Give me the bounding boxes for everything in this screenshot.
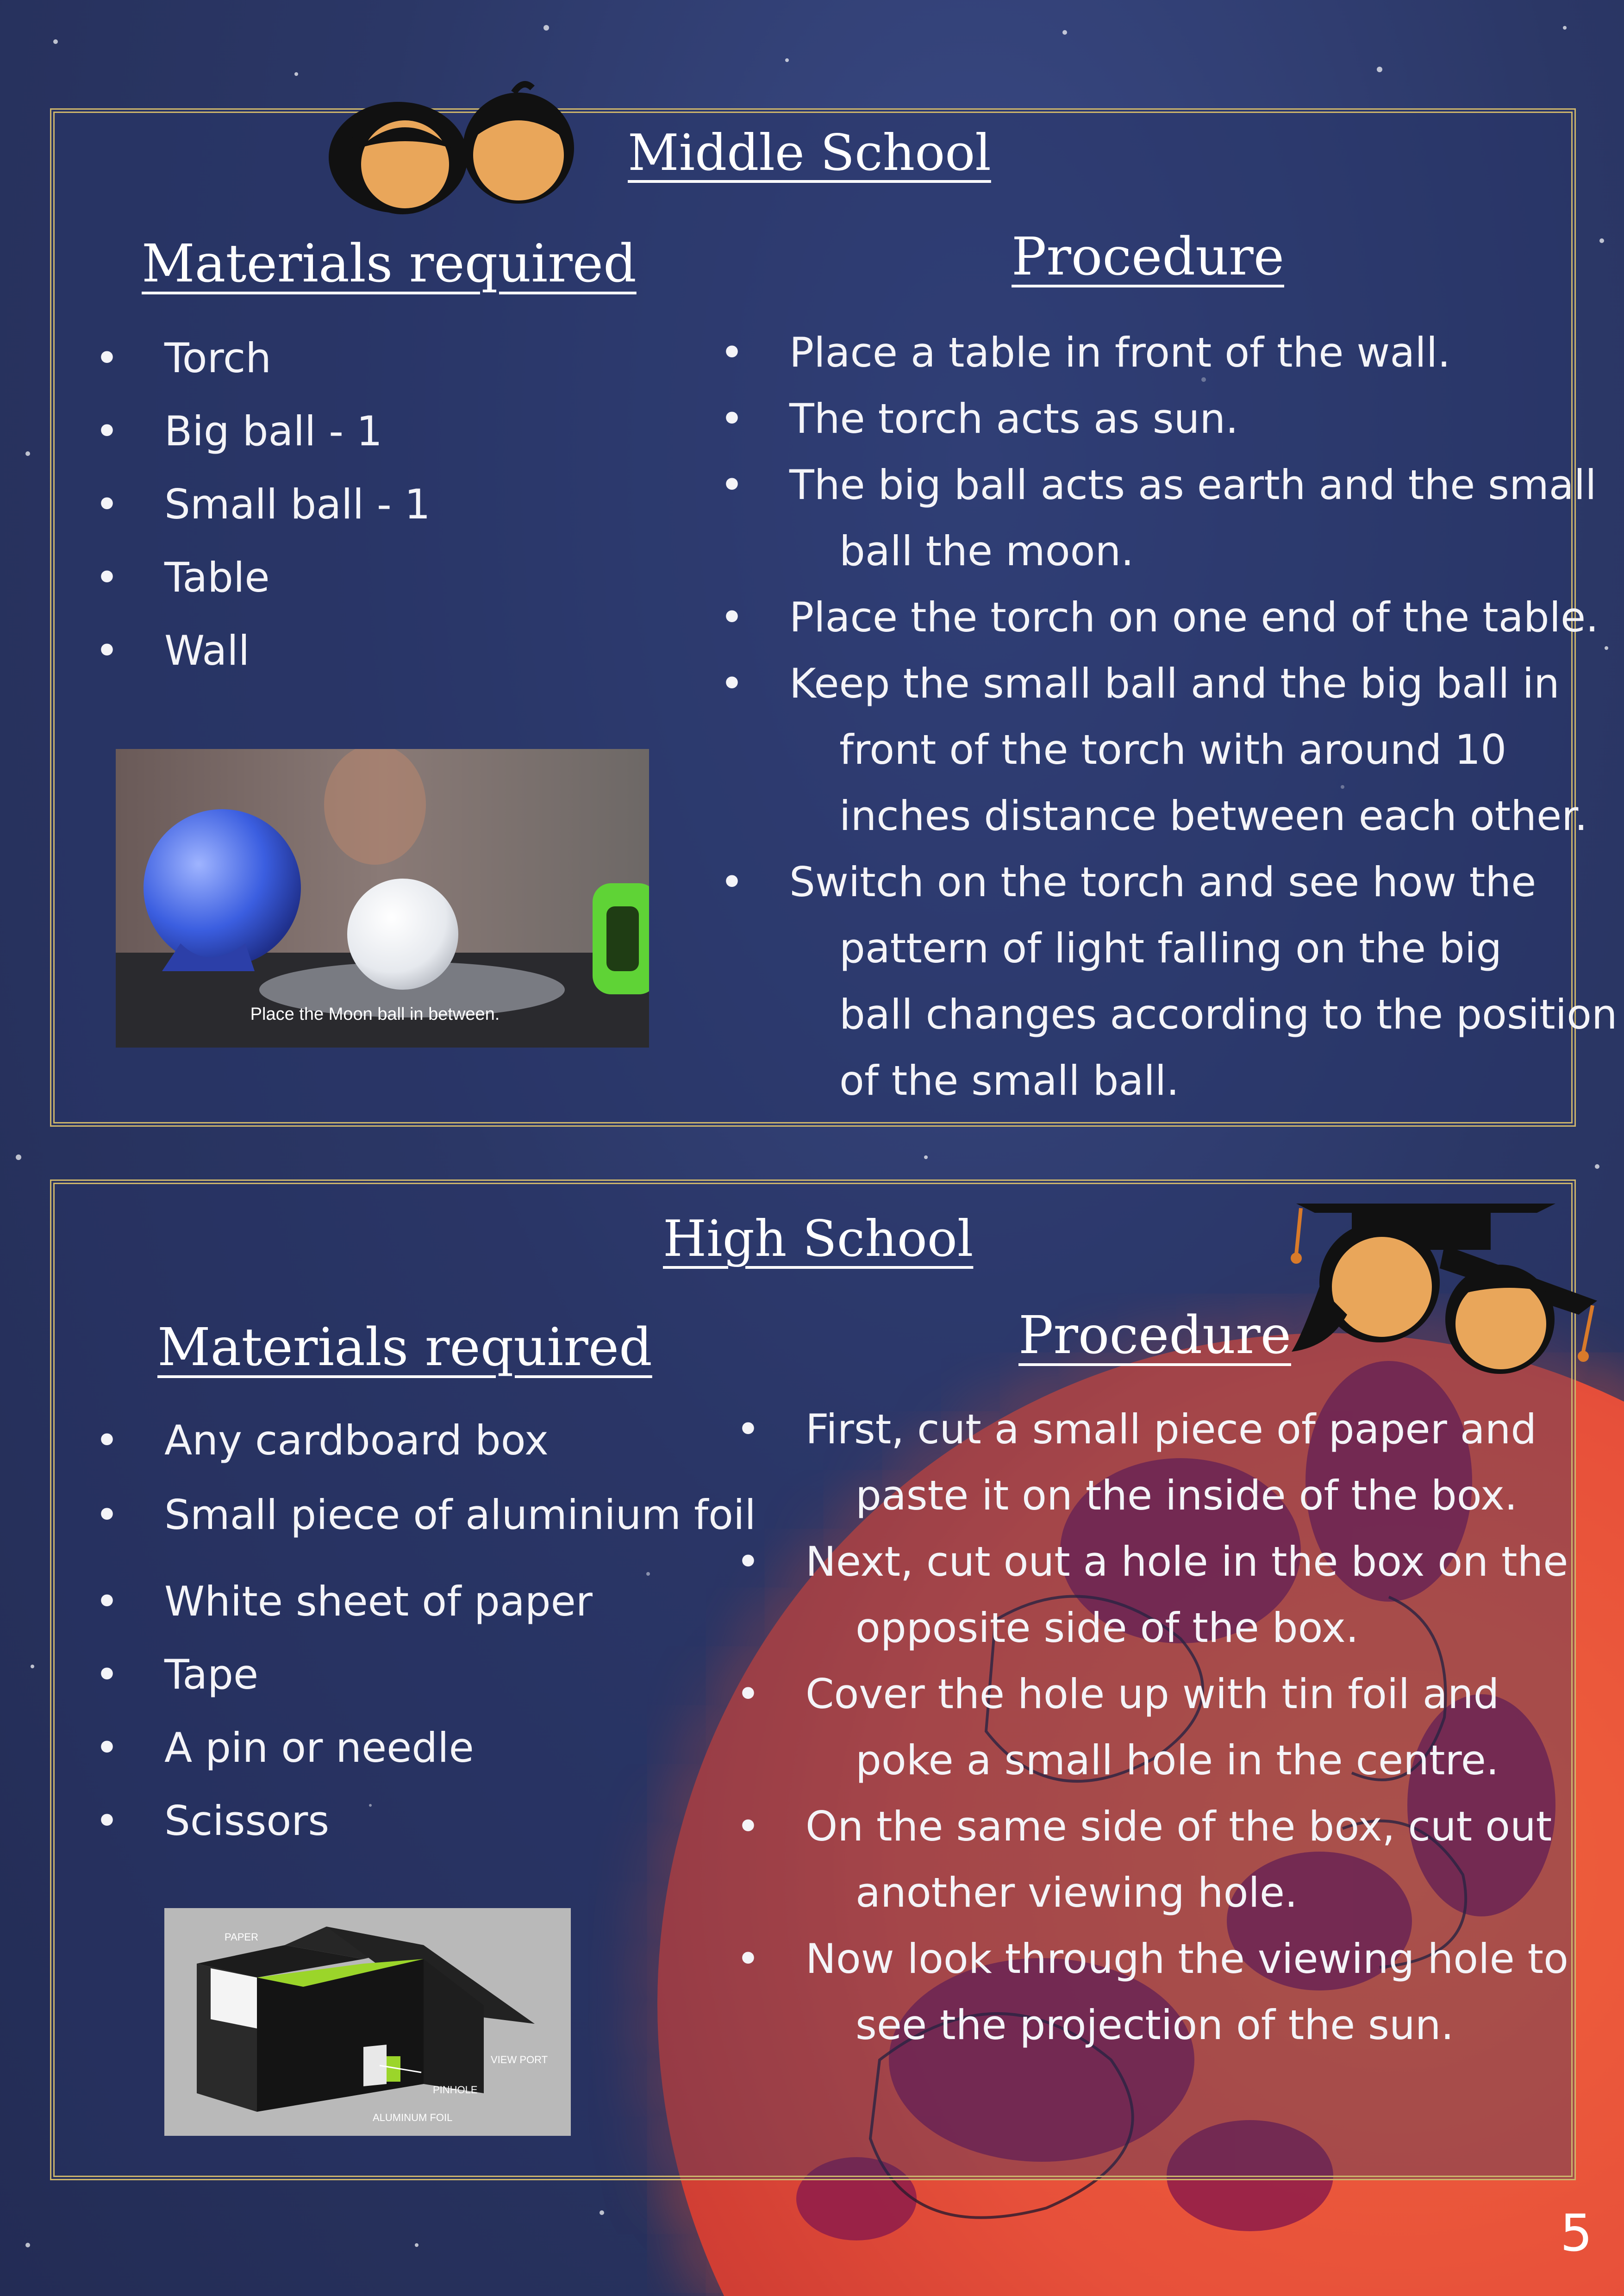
list-item bbox=[720, 650, 1588, 849]
list-item: • Small ball - 1 bbox=[95, 471, 431, 537]
high-procedure-list bbox=[736, 1396, 1569, 2058]
list-item bbox=[736, 1926, 1569, 2058]
list-item bbox=[736, 1793, 1569, 1926]
list-item bbox=[736, 1661, 1569, 1793]
diagram-label-paper: PAPER bbox=[225, 1931, 258, 1943]
procedure-line: ball the moon. bbox=[839, 527, 1134, 575]
middle-materials-heading: Materials required bbox=[142, 234, 637, 294]
diagram-label-foil: ALUMINUM FOIL bbox=[373, 2112, 453, 2123]
diagram-label-view-port: VIEW PORT bbox=[491, 2054, 548, 2065]
procedure-line: Switch on the torch and see how the bbox=[789, 858, 1537, 906]
list-item bbox=[736, 1529, 1569, 1661]
procedure-line: poke a small hole in the centre. bbox=[856, 1736, 1499, 1784]
high-materials-list bbox=[95, 1407, 789, 1854]
list-item: • Tape bbox=[95, 1641, 789, 1708]
list-item bbox=[720, 849, 1618, 1114]
page-number: 5 bbox=[1560, 2203, 1593, 2263]
high-materials-heading: Materials required bbox=[157, 1317, 652, 1378]
procedure-line: Place the torch on one end of the table. bbox=[789, 593, 1599, 641]
procedure-line: opposite side of the box. bbox=[856, 1604, 1359, 1652]
procedure-line: Place a table in front of the wall. bbox=[789, 329, 1451, 376]
moon-phase-photo bbox=[116, 749, 649, 1048]
list-item bbox=[720, 319, 1562, 386]
list-item: • Scissors bbox=[95, 1788, 789, 1854]
pinhole-box-diagram bbox=[164, 1908, 571, 2136]
middle-materials-list bbox=[95, 325, 431, 684]
procedure-line: of the small ball. bbox=[839, 1057, 1180, 1104]
diagram-label-pinhole: PINHOLE bbox=[433, 2084, 478, 2096]
middle-school-title: Middle School bbox=[628, 124, 991, 182]
procedure-line: Cover the hole up with tin foil and bbox=[806, 1670, 1499, 1718]
procedure-line: First, cut a small piece of paper and bbox=[806, 1405, 1537, 1453]
list-item: • Table bbox=[95, 544, 431, 611]
procedure-line: Now look through the viewing hole to bbox=[806, 1935, 1569, 1983]
high-procedure-heading: Procedure bbox=[1018, 1305, 1291, 1366]
middle-procedure-heading: Procedure bbox=[1012, 227, 1284, 287]
pinhole-box-illustration bbox=[164, 1908, 571, 2136]
procedure-line: The torch acts as sun. bbox=[789, 395, 1239, 443]
balls-photo-illustration bbox=[116, 749, 649, 1048]
list-item-text: Small piece of aluminium foil bbox=[164, 1491, 756, 1539]
list-item: • White sheet of paper bbox=[95, 1568, 789, 1635]
middle-procedure-list bbox=[720, 319, 1618, 1114]
procedure-line: see the projection of the sun. bbox=[856, 2001, 1454, 2049]
list-item bbox=[95, 1491, 789, 1539]
list-item: • Big ball - 1 bbox=[95, 398, 431, 464]
procedure-line: another viewing hole. bbox=[856, 1869, 1298, 1916]
procedure-line: Next, cut out a hole in the box on the bbox=[806, 1538, 1568, 1585]
procedure-line: On the same side of the box, cut out bbox=[806, 1803, 1552, 1850]
list-item: • Torch bbox=[95, 325, 431, 391]
procedure-line: The big ball acts as earth and the small bbox=[789, 461, 1597, 509]
high-school-title: High School bbox=[663, 1210, 974, 1268]
list-item: • Any cardboard box bbox=[95, 1407, 789, 1473]
photo-caption: Place the Moon ball in between. bbox=[250, 1004, 500, 1024]
procedure-line: Keep the small ball and the big ball in bbox=[789, 660, 1560, 707]
procedure-line: paste it on the inside of the box. bbox=[856, 1472, 1518, 1519]
procedure-line: pattern of light falling on the big bbox=[839, 924, 1502, 972]
procedure-line: ball changes according to the position bbox=[839, 991, 1618, 1038]
list-item bbox=[720, 452, 1597, 584]
list-item bbox=[736, 1396, 1569, 1529]
two-kids-icon bbox=[319, 79, 579, 218]
procedure-line: front of the torch with around 10 bbox=[839, 726, 1507, 774]
list-item: • A pin or needle bbox=[95, 1715, 789, 1781]
list-item bbox=[720, 386, 1562, 452]
procedure-line: inches distance between each other. bbox=[839, 792, 1588, 840]
list-item bbox=[720, 584, 1599, 650]
graduate-kids-icon bbox=[1287, 1176, 1620, 1375]
list-item: • Wall bbox=[95, 618, 431, 684]
